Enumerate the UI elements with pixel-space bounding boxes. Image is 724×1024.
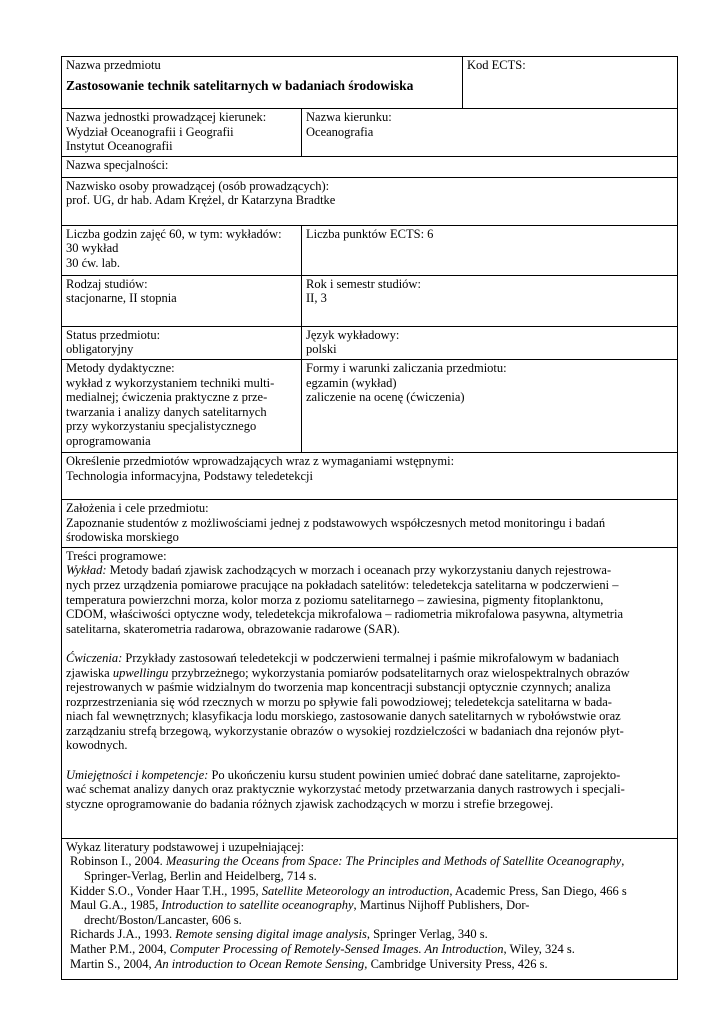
language-value: polski (306, 342, 337, 357)
skills-line: styczne oprogramowanie do badania różnych zjawisk zachodzących w morzu i strefie brzegowej. (66, 796, 554, 811)
skills-paragraph (66, 768, 673, 812)
course-name-label: Nazwa przedmiotu (66, 58, 161, 72)
exercise-line: rozprzestrzeniania się wód rzecznych w morzu po spływie fali powodziowej; teledetekcja satelitarna w bada- (66, 694, 612, 709)
study-type-cell (62, 275, 302, 326)
year-semester-label: Rok i semestr studiów: (306, 276, 421, 291)
methods-line: medialnej; ćwiczenia praktyczne z prze- (66, 390, 268, 405)
ects-code-label: Kod ECTS: (467, 58, 526, 72)
language-label: Język wykładowy: (306, 327, 400, 342)
lecturers-label: Nazwisko osoby prowadzącej (osób prowadzących): (66, 178, 330, 193)
methods-line: oprogramowania (66, 433, 151, 448)
field-label: Nazwa kierunku: (306, 110, 392, 124)
methods-line: przy wykorzystaniu specjalistycznego (66, 419, 257, 434)
hours-label: Liczba godzin zajęć 60, w tym: wykładów: (66, 226, 282, 241)
skills-label: Umiejętności i kompetencje: (66, 767, 209, 782)
exercise-italic-term: upwellingu (112, 665, 169, 680)
content-label: Treści programowe: (66, 548, 167, 563)
exercise-line: rejestrowanych w paśmie widzialnym do tworzenia map koncentracji substancji optycznie czynnych; analiza (66, 680, 611, 695)
syllabus-table (61, 56, 678, 980)
lecture-line: temperatura powierzchni morza, kolor morza z poziomu satelitarnego – zawiesina, pigmenty fitoplanktonu, (66, 592, 604, 607)
methods-line: wykład z wykorzystaniem techniki multi- (66, 375, 275, 390)
goals-line1: Zapoznanie studentów z możliwościami jednej z podstawowych współczesnych metod monitoringu i badań (66, 515, 606, 530)
specialization-label: Nazwa specjalności: (66, 157, 169, 172)
field-value: Oceanografia (306, 124, 374, 139)
skills-line: wać schemat analizy danych oraz praktycznie wykorzystać metody przetwarzania danych rastrowych i specjali- (66, 782, 625, 797)
literature-item: Robinson I., 2004. Measuring the Oceans from Space: The Principles and Methods of Satellite Oceanography, (70, 854, 625, 869)
exercise-line: zarządzaniu strefą brzegową, wykorzystanie obrazów o wysokiej rozdzielczości w badaniach dna rejonów płyt- (66, 723, 624, 738)
prerequisites-cell (62, 452, 678, 499)
assessment-line2: zaliczenie na ocenę (ćwiczenia) (306, 390, 465, 405)
assessment-line1: egzamin (wykład) (306, 375, 397, 390)
goals-line2: środowiska morskiego (66, 530, 179, 545)
exercise-line: kowodnych. (66, 738, 128, 753)
literature-item: Maul G.A., 1985, Introduction to satellite oceanography, Martinus Nijhoff Publishers, Dor- (70, 898, 530, 913)
methods-line: twarzania i analizy danych satelitarnych (66, 404, 267, 419)
goals-label: Założenia i cele przedmiotu: (66, 500, 209, 515)
lecturers-value: prof. UG, dr hab. Adam Krężel, dr Katarzyna Bradtke (66, 193, 336, 208)
exercise-paragraph (66, 651, 673, 753)
exercise-label: Ćwiczenia: (66, 650, 123, 665)
year-semester-value: II, 3 (306, 291, 327, 306)
literature-item-continuation: Springer-Verlag, Berlin and Heidelberg, 714 s. (84, 868, 317, 883)
literature-item: Mather P.M., 2004, Computer Processing of Remotely-Sensed Images. An Introduction, Wiley, 324 s. (70, 941, 575, 956)
literature-item: Richards J.A., 1993. Remote sensing digital image analysis, Springer Verlag, 340 s. (70, 927, 488, 942)
goals-cell (62, 499, 678, 547)
literature-list (66, 854, 673, 971)
literature-item-continuation: drecht/Boston/Lancaster, 606 s. (84, 912, 242, 927)
syllabus-page (61, 56, 677, 980)
assessment-label: Formy i warunki zaliczania przedmiotu: (306, 360, 507, 375)
status-label: Status przedmiotu: (66, 327, 161, 342)
ects-points-label: Liczba punktów ECTS: 6 (306, 226, 434, 241)
field-cell (302, 109, 678, 157)
literature-item: Martin S., 2004, An introduction to Ocean Remote Sensing, Cambridge University Press, 426 s. (70, 956, 548, 971)
prerequisites-value: Technologia informacyjna, Podstawy teledetekcji (66, 468, 313, 483)
status-value: obligatoryjny (66, 342, 134, 357)
assessment-cell (302, 359, 678, 452)
exercise-line: przybrzeżnego; wykorzystania pomiarów podsatelitarnych oraz wielospektralnych obrazów (168, 665, 630, 680)
unit-line1: Wydział Oceanografii i Geografii (66, 124, 234, 139)
methods-cell (62, 359, 302, 452)
hours-line2: 30 ćw. lab. (66, 255, 121, 270)
study-type-label: Rodzaj studiów: (66, 276, 148, 291)
ects-points-cell (302, 225, 678, 275)
status-cell (62, 326, 302, 359)
ects-code-cell (463, 57, 678, 109)
language-cell (302, 326, 678, 359)
literature-cell (62, 838, 678, 979)
lecture-label: Wykład: (66, 563, 107, 578)
lecture-line: CDOM, właściwości optyczne wody, teledetekcja mikrofalowa – radiometria mikrofalowa pasywna, altymetria (66, 607, 623, 622)
literature-item: Kidder S.O., Vonder Haar T.H., 1995, Satellite Meteorology an introduction, Academic Press, San Diego, 466 s (70, 883, 627, 898)
course-name-value: Zastosowanie technik satelitarnych w badaniach środowiska (66, 77, 414, 93)
hours-line1: 30 wykład (66, 241, 119, 256)
methods-label: Metody dydaktyczne: (66, 360, 175, 375)
exercise-line: zjawiska (66, 665, 113, 680)
exercise-line: niach fal wewnętrznych; klasyfikacja lodu morskiego, zastosowanie danych satelitarnych w rybołówstwie oraz (66, 709, 621, 724)
unit-label: Nazwa jednostki prowadzącej kierunek: (66, 110, 267, 124)
lecture-paragraph (66, 563, 673, 636)
lecturers-cell (62, 177, 678, 225)
exercise-line: Przykłady zastosowań teledetekcji w podczerwieni termalnej i paśmie mikrofalowym w badaniach (122, 650, 619, 665)
content-cell (62, 547, 678, 838)
unit-line2: Instytut Oceanografii (66, 139, 173, 154)
hours-cell (62, 225, 302, 275)
course-name-cell (62, 57, 463, 109)
prerequisites-label: Określenie przedmiotów wprowadzających wraz z wymaganiami wstępnymi: (66, 453, 455, 468)
lecture-line: Metody badań zjawisk zachodzących w morzach i oceanach przy wykorzystaniu danych rejestrowa- (106, 563, 612, 578)
year-semester-cell (302, 275, 678, 326)
skills-line: Po ukończeniu kursu student powinien umieć dobrać dane satelitarne, zaprojekto- (208, 767, 621, 782)
specialization-cell (62, 156, 678, 177)
unit-cell (62, 109, 302, 157)
lecture-line: satelitarna, skaterometria radarowa, obrazowanie radarowe (SAR). (66, 621, 400, 636)
study-type-value: stacjonarne, II stopnia (66, 291, 177, 306)
lecture-line: nych przez urządzenia pomiarowe pracujące na pokładach satelitów: teledetekcja satelitarna w podczerwieni – (66, 577, 619, 592)
literature-label: Wykaz literatury podstawowej i uzupełniającej: (66, 839, 305, 854)
